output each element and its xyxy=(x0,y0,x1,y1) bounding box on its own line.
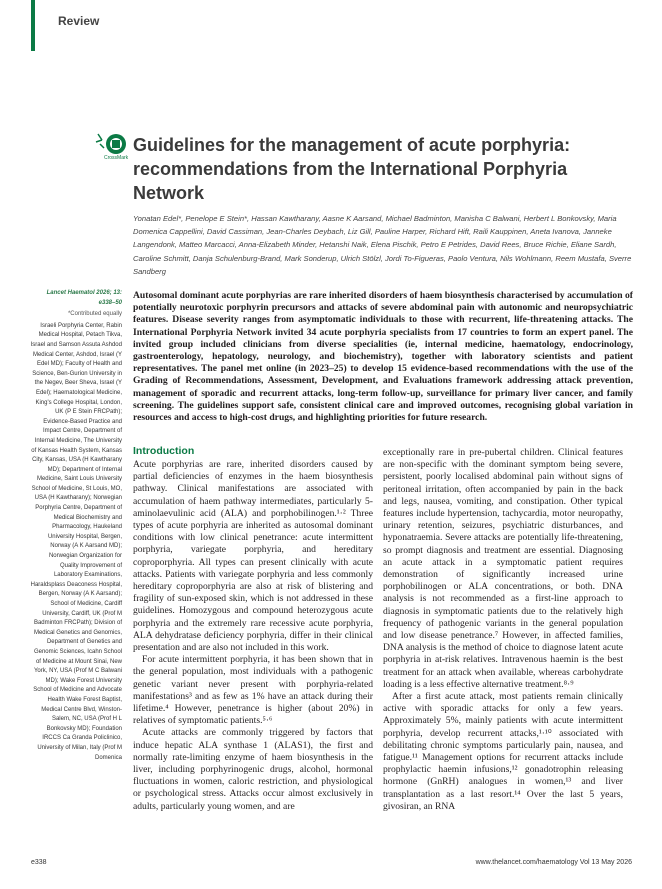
paragraph: For acute intermittent porphyria, it has been shown that in the general population, most individuals with a pathogenic genetic variant never present with porphyria-related manifestations³ and as few as 1% have an attack during their lifetime.⁴ However, penetrance is higher (about 20%) in relatives of symptomatic patients.⁵·⁶ xyxy=(133,654,373,727)
paragraph: Acute attacks are commonly triggered by factors that induce hepatic ALA synthase 1 (ALAS1), the first and normally rate-limiting enzyme of haem biosynthesis in the liver, including porphyrinogenic drugs, alcohol, hormonal fluctuations in women, caloric restriction, and physiological or psychological stress. Attacks occur almost exclusively in adults, particularly young women, and are xyxy=(133,727,373,812)
article-title: Guidelines for the management of acute porphyria: recommendations from the International Porphyria Network xyxy=(133,135,571,203)
left-column xyxy=(133,445,373,813)
paragraph: Acute porphyrias are rare, inherited disorders caused by partial deficiencies of enzymes in the haem biosynthesis pathway. Clinical manifestations are associated with accumulation of haem pathway intermediates, particularly 5-aminolaevulinic acid (ALA) and porphobilinogen.¹·² Three types of acute porphyria are inherited as autosomal dominant conditions with low clinical penetrance: acute intermittent porphyria, variegate porphyria, and hereditary coproporphyria. All types can present clinically with acute attacks. Patients with variegate porphyria and less commonly hereditary coproporphyria are also at risk of blistering and fragility of sun-exposed skin, which is not addressed in these guidelines. Homozygous and compound heterozygous acute porphyria and the extremely rare recessive acute porphyria, ALA dehydratase deficiency porphyria, differ in their clinical presentation and are also not included in this work. xyxy=(133,459,373,654)
section-color-bar xyxy=(31,0,35,51)
right-column xyxy=(383,447,623,813)
journal-footer[interactable]: www.thelancet.com/haematology Vol 13 May 2026 xyxy=(475,859,632,866)
page-number: e338 xyxy=(31,859,47,866)
section-heading: Introduction xyxy=(133,445,195,457)
crossmark-label: CrossMark xyxy=(104,155,129,161)
section-label: Review xyxy=(58,14,100,28)
author-list: Yonatan Edel*, Penelope E Stein*, Hassan Kawtharany, Aasne K Aarsand, Michael Badminton, Manisha C Balwani, Herbert L Bonkovsky, Maria Domenica Cappellini, David Cassiman, Jean-Charles Deybach, Liz Gill, Pauline Harper, Richard Hift, Raili Kauppinen, Aneta Ivanova, Janneke Langendonk, Matteo Marcacci, Anna-Elizabeth Minder, Hetanshi Naik, Elena Pischik, Petro E Petrides, David Rees, Bruce Richie, Eliane Sardh, Caroline Schmitt, Danja Schulenburg-Brand, Mark Sonderup, Ulrich Stölzl, Jordi To-Figueras, Paolo Ventura, Nils Wohlmann, Reem Mustafa, Sverre Sandberg xyxy=(133,214,632,276)
affiliations: Israeli Porphyria Center, Rabin Medical Hospital, Petach Tikva, Israel and Samson Assuta Ashdod Medical Center, Ashdod, Israel (Y Edel MD); Faculty of Health and Science, Ben-Gurion University in the Negev, Beer Sheva, Israel (Y Edel); Haematological Medicine, King's College Hospital, London, UK (P E Stein FRCPath); Evidence-Based Practice and Impact Centre, Department of Internal Medicine, The University of Kansas Health System, Kansas City, Kansas, USA (H Kawtharany MD); Department of Internal Medicine, Saint Louis University School of Medicine, St Louis, MO, USA (H Kawtharany); Norwegian Porphyria Centre, Department of Medical Biochemistry and Pharmacology, Haukeland University Hospital, Bergen, Norway (A K Aarsand MD); Norwegian Organization for Quality Improvement of Laboratory Examinations, Haraldsplass Deaconess Hospital, Bergen, Norway (A K Aarsand); School of Medicine, Cardiff University, Cardiff, UK (Prof M Badminton FRCPath); Division of Medical Genetics and Genomics, Department of Genetics and Genomic Sciences, Icahn School of Medicine at Mount Sinai, New York, NY, USA (Prof M C Balwani MD); Wake Forest University School of Medicine and Advocate Health Wake Forest Baptist, Medical Centre Blvd, Winston-Salem, NC, USA (Prof H L Bonkovsky MD); Foundation IRCCS Ca Granda Policlinico, University of Milan, Italy (Prof M Domenica xyxy=(30,322,122,761)
paragraph: exceptionally rare in pre-pubertal children. Clinical features are non-specific with the dominant symptom being severe, persistent, poorly localised abdominal pain without signs of peritoneal irritation, often accompanied by pain in the back and legs, nausea, vomiting, and constipation. Other typical features include hypertension, tachycardia, motor neuropathy, urinary retention, seizures, psychiatric disturbances, and hyponatraemia. Severe attacks are potentially life-threatening, so prompt diagnosis and treatment are essential. Diagnosing an acute attack in a symptomatic patient requires demonstration of significantly increased urine porphobilinogen or ALA concentrations, or both. DNA analysis is not recommended as a first-line approach to diagnosis in symptomatic patients due to the relatively high frequency of pathogenic variants in the general population and low disease penetrance.⁷ However, in affected families, DNA analysis is the method of choice to diagnose latent acute porphyria in at-risk relatives. Intravenous haemin is the best treatment for an attack when available, whereas carbohydrate loading is a less effective alternative treatment.⁸·⁹ xyxy=(383,447,623,690)
contribution-note: *Contributed equally xyxy=(67,311,122,318)
abstract: Autosomal dominant acute porphyrias are rare inherited disorders of haem biosynthesis characterised by accumulation of potentially neurotoxic porphyrin precursors and attacks of severe abdominal pain with autonomic and neuropsychiatric features. Disease severity ranges from asymptomatic individuals to those with recurrent, life-threatening attacks. The International Porphyria Network invited 34 acute porphyria specialists from 17 countries to form an expert panel. The invited group included clinicians from diverse specialities (ie, internal medicine, haematology, endocrinology, gastroenterology, hepatology, neurology, and biochemistry), together with laboratory scientists and patient representatives. The panel met online (in 2023–25) to develop 15 evidence-based recommendations with the use of the Grading of Recommendations, Assessment, Development, and Evaluations framework addressing attack prevention, management of sporadic and recurrent attacks, long-term follow-up, surveillance for primary liver cancer, and family screening. The guidelines support safe, consistent clinical care and improved outcomes, recognising global variation in resources and access to high-cost drugs, and highlighting priorities for future research. xyxy=(133,290,633,424)
journal-reference[interactable]: Lancet Haematol 2026; 13: e338–50 xyxy=(46,290,122,306)
sidebar xyxy=(30,289,122,765)
paragraph: After a first acute attack, most patients remain clinically active with sporadic attacks for only a few years. Approximately 5%, mainly patients with acute intermittent porphyria, develop recurrent attacks,¹·¹⁰ associated with debilitating chronic symptoms particularly pain, nausea, and fatigue.¹¹ Management options for recurrent attacks include prophylactic haemin infusions,¹² gonadotrophin releasing hormone (GnRH) analogues in women,¹³ and liver transplantation as a last resort.¹⁴ Over the last 5 years, givosiran, an RNA xyxy=(383,691,623,812)
